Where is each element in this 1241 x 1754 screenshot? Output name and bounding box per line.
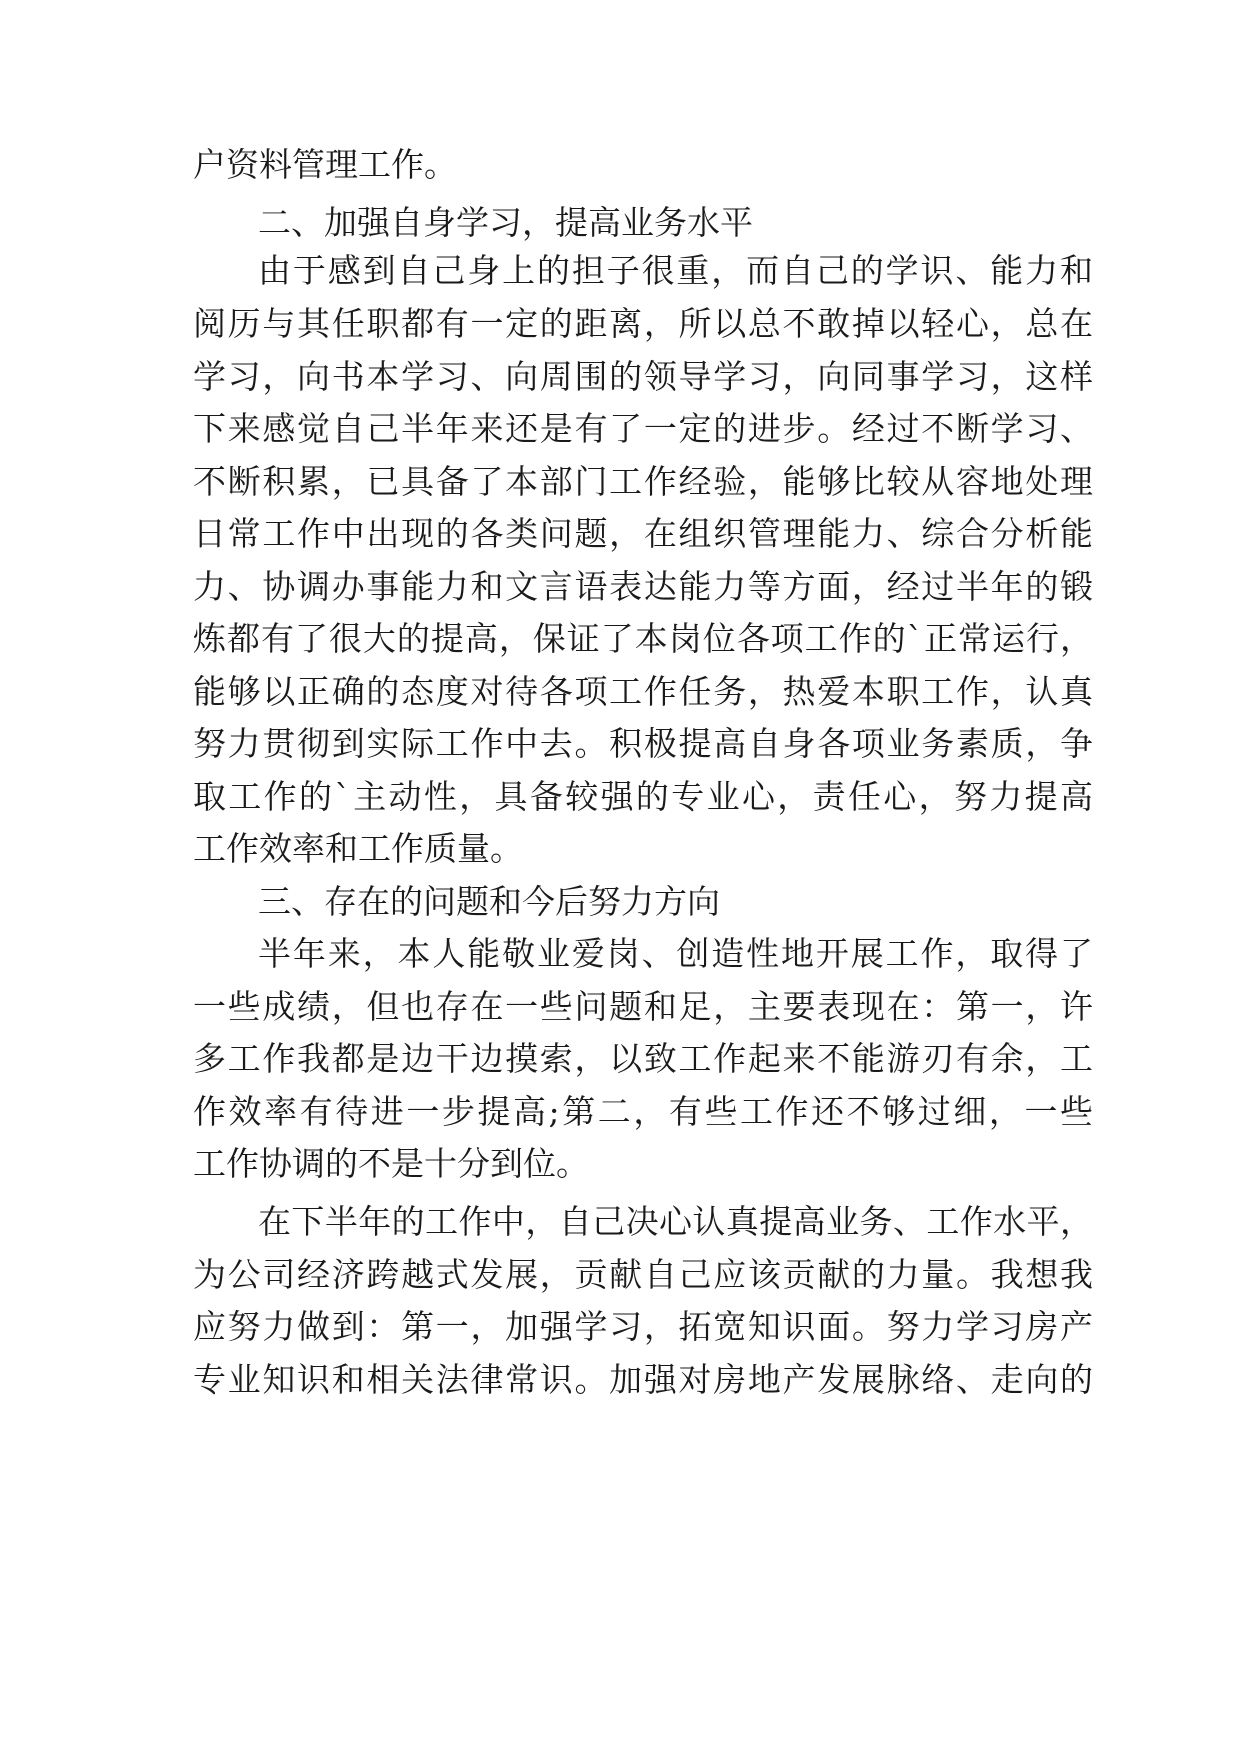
text-line: 半年来，本人能敬业爱岗、创造性地开展工作，取得了	[258, 934, 1093, 973]
text-line: 力、协调办事能力和文言语表达能力等方面，经过半年的锻	[193, 567, 1093, 606]
section-heading: 二、加强自身学习，提高业务水平	[258, 203, 753, 242]
text-line: 为公司经济跨越式发展，贡献自己应该贡献的力量。我想我	[193, 1255, 1093, 1294]
text-line: 工作协调的不是十分到位。	[193, 1144, 589, 1183]
text-line: 在下半年的工作中，自己决心认真提高业务、工作水平，	[258, 1202, 1093, 1241]
text-line: 学习，向书本学习、向周围的领导学习，向同事学习，这样	[193, 357, 1093, 396]
text-line: 取工作的`主动性，具备较强的专业心，责任心，努力提高	[193, 777, 1093, 816]
text-line: 不断积累，已具备了本部门工作经验，能够比较从容地处理	[193, 462, 1093, 501]
text-line: 户资料管理工作。	[193, 145, 457, 184]
text-line: 由于感到自己身上的担子很重，而自己的学识、能力和	[258, 251, 1093, 290]
text-line: 炼都有了很大的提高，保证了本岗位各项工作的`正常运行，	[193, 619, 1093, 658]
text-line: 能够以正确的态度对待各项工作任务，热爱本职工作，认真	[193, 672, 1093, 711]
text-line: 工作效率和工作质量。	[193, 829, 523, 868]
text-line: 应努力做到：第一，加强学习，拓宽知识面。努力学习房产	[193, 1307, 1093, 1346]
text-line: 一些成绩，但也存在一些问题和足，主要表现在：第一，许	[193, 987, 1093, 1026]
section-heading: 三、存在的问题和今后努力方向	[258, 882, 720, 921]
text-line: 作效率有待进一步提高;第二，有些工作还不够过细，一些	[193, 1092, 1093, 1131]
text-line: 阅历与其任职都有一定的距离，所以总不敢掉以轻心，总在	[193, 304, 1093, 343]
text-line: 努力贯彻到实际工作中去。积极提高自身各项业务素质，争	[193, 724, 1093, 763]
text-line: 下来感觉自己半年来还是有了一定的进步。经过不断学习、	[193, 409, 1093, 448]
text-line: 日常工作中出现的各类问题，在组织管理能力、综合分析能	[193, 514, 1093, 553]
text-line: 多工作我都是边干边摸索，以致工作起来不能游刃有余，工	[193, 1039, 1093, 1078]
text-line: 专业知识和相关法律常识。加强对房地产发展脉络、走向的	[193, 1360, 1093, 1399]
